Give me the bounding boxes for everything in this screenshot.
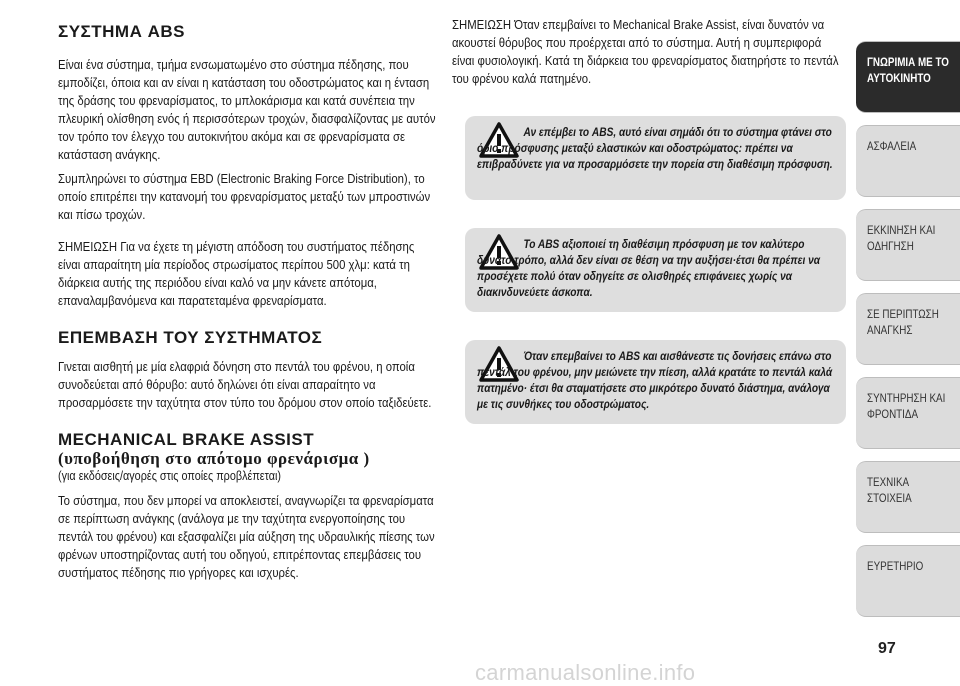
- tab-label: ΑΣΦΑΛΕΙΑ: [867, 139, 917, 153]
- mba-availability-note: (για εκδόσεις/αγορές στις οποίες προβλέπεται): [58, 469, 282, 483]
- abs-section-title: ΣΥΣΤΗΜΑ ABS: [58, 22, 185, 41]
- left-column: [58, 22, 440, 582]
- tab-label: ΣΕ ΠΕΡΙΠΤΩΣΗ ΑΝΑΓΚΗΣ: [867, 307, 939, 337]
- mba-paragraph: Το σύστημα, που δεν μπορεί να αποκλειστεί, αναγνωρίζει τα φρεναρίσματα σε περίπτωση ανάγκης (ανάλογα με την ταχύτητα ενεργοποίησης του πεντάλ του φρένου) και εξασφαλίζει μία αύξηση της υδραυλικής πίεσης των φρένων υποστηρίζοντας αυτή του οδηγού, επιτρέποντας επεμβάσεις του συστήματος πέδησης πιο γρήγορες και ισχυρές.: [58, 493, 435, 580]
- tab-label: ΕΥΡΕΤΗΡΙΟ: [867, 559, 924, 573]
- tab-label: ΓΝΩΡΙΜΙΑ ΜΕ ΤΟ ΑΥΤΟΚΙΝΗΤΟ: [867, 55, 949, 85]
- warning-box-2: [465, 228, 846, 312]
- warning-box-1: [465, 116, 846, 200]
- tab-maintenance[interactable]: [856, 377, 960, 449]
- mba-subtitle: (υποβοήθηση στο απότομο φρενάρισμα ): [58, 449, 370, 468]
- abs-note-paragraph: ΣΗΜΕΙΩΣΗ Για να έχετε τη μέγιστη απόδοση του συστήματος πέδησης είναι απαραίτητη μία περίοδος στρωσίματος περίπου 500 χλμ: κατά τη διάρκεια αυτής της περιόδου είναι καλό να μην κάνετε απότομα, επαναλαμβανόμενα και παρατεταμένα φρεναρίσματα.: [58, 239, 415, 308]
- mba-title-text: MECHANICAL BRAKE ASSIST: [58, 430, 315, 449]
- mba-section-title: [58, 430, 440, 468]
- abs-paragraph-1: Είναι ένα σύστημα, τμήμα ενσωματωμένο στο σύστημα πέδησης, που εμποδίζει, όποια και αν είναι η κατάσταση του οδοστρώματος και η ένταση της δράσης του φρεναρίσματος, το μπλοκάρισμα και κατά συνέπεια την πλευρική ολίσθηση ενός ή περισσότερων τροχών, διασφαλίζοντας με αυτόν τον τρόπο τον έλεγχο του αυτοκινήτου ακόμα και σε φρεναρίσματα σε κατάσταση ανάγκης.: [58, 57, 436, 162]
- warning-text-3: Όταν επεμβαίνει το ABS και αισθάνεστε τις δονήσεις επάνω στο πεντάλ του φρένου, μην μειώνετε την πίεση, αλλά κρατάτε το πεντάλ καλά πατημένο· έτσι θα σταματήσετε στο μικρότερο δυνατό διάστημα, ανάλογα με τις συνθήκες του οδοστρώματος.: [477, 349, 833, 411]
- tab-label: ΣΥΝΤΗΡΗΣΗ ΚΑΙ ΦΡΟΝΤΙΔΑ: [867, 391, 946, 421]
- abs-paragraph-2: Συμπληρώνει το σύστημα EBD (Electronic Braking Force Distribution), το οποίο επιτρέπει την κατανομή του φρεναρίσματος μεταξύ των μπροστινών και πίσω τροχών.: [58, 171, 431, 222]
- intervention-paragraph: Γινεται αισθητή με μία ελαφριά δόνηση στο πεντάλ του φρένου, η οποία συνοδεύεται από θόρυβο: αυτό δηλώνει ότι είναι απαραίτητο να προσαρμόσετε την ταχύτητα στον τύπο του δρόμου στον οποίο ταξιδεύετε.: [58, 359, 432, 410]
- tab-label: ΕΚΚΙΝΗΣΗ ΚΑΙ ΟΔΗΓΗΣΗ: [867, 223, 936, 253]
- tab-starting-driving[interactable]: [856, 209, 960, 281]
- watermark: carmanualsonline.info: [475, 660, 696, 685]
- tab-safety[interactable]: [856, 125, 960, 197]
- tab-index[interactable]: [856, 545, 960, 617]
- warning-text-2: To ABS αξιοποιεί τη διαθέσιμη πρόσφυση με τον καλύτερο δυνατό τρόπο, αλλά δεν είναι σε θέση να την αυξήσει·έτσι θα πρέπει να προσέχετε πολύ όταν οδηγείτε σε ολισθηρές επιφάνειες χωρίς να διακινδυνεύετε άσκοπα.: [477, 237, 821, 299]
- mba-note-paragraph: ΣΗΜΕΙΩΣΗ Όταν επεμβαίνει το Mechanical Brake Assist, είναι δυνατόν να ακουστεί θόρυβος που προέρχεται από το σύστημα. Αυτή η συμπεριφορά είναι φυσιολογική. Κατά τη διάρκεια του φρεναρίσματος διατηρήστε το πεντάλ του φρένου καλά πατημένο.: [452, 17, 839, 86]
- tab-technical-data[interactable]: [856, 461, 960, 533]
- tab-emergency[interactable]: [856, 293, 960, 365]
- warning-box-3: [465, 340, 846, 424]
- tab-label: ΤΕΧΝΙΚΑ ΣΤΟΙΧΕΙΑ: [867, 475, 912, 505]
- tab-getting-to-know-car[interactable]: [856, 41, 960, 113]
- warning-text-1: Αν επέμβει το ABS, αυτό είναι σημάδι ότι το σύστημα φτάνει στο όριο πρόσφυσης μεταξύ ελαστικών και οδοστρώματος: πρέπει να επιβραδύνετε για να προσαρμόσετε την πορεία στη διαθέσιμη πρόσφυση.: [477, 125, 833, 171]
- page-number: 97: [878, 640, 896, 657]
- right-column: [452, 16, 846, 88]
- intervention-section-title: ΕΠΕΜΒΑΣΗ ΤΟΥ ΣΥΣΤΗΜΑΤΟΣ: [58, 328, 323, 347]
